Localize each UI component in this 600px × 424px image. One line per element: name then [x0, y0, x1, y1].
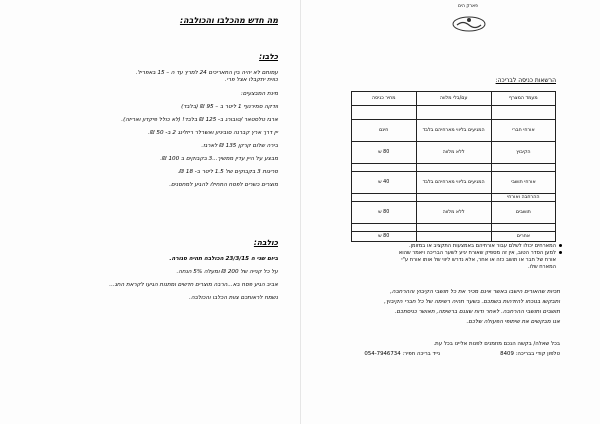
table-row — [352, 224, 556, 232]
table-cell: 80 ש — [352, 232, 417, 242]
kolbo2-line: ביום שני ה 23/3/15 הכולבה תהיה סגורה. — [169, 256, 278, 262]
table-cell: 40 ש — [352, 172, 417, 194]
table-cell: 80 ש — [352, 202, 417, 224]
table-cell — [416, 106, 491, 120]
kolbo-line: ארגז טלסטאר /טובורג ב- 125 ₪ בלבד! (לא כולל פיקדון ואריזה). — [121, 117, 278, 123]
table-row — [352, 142, 556, 164]
table-cell: אחרים — [491, 232, 555, 242]
table-cell — [491, 224, 555, 232]
table-row — [352, 202, 556, 224]
entry-heading: הרשאות כניסה לבריכה: — [495, 77, 556, 84]
kolbo-line: יין דרך ארץ קברנה סוביניון ואשרלר ריזלינג 2 ב- 50 ₪. — [148, 130, 278, 136]
kolbo-line: מינת המבצעים: — [240, 91, 278, 97]
kolbo2-list — [40, 256, 278, 302]
table-cell: המגיעים בליווי מארחיהם בלבד — [416, 172, 491, 194]
table-cell: תושבים — [491, 202, 555, 224]
kolbo-line: סריגות 3 בקבוקים של 1.5 ליטר ב- 18 ₪. — [177, 169, 278, 175]
pool-phone: טלפון קודי בבריכה: 8409 — [500, 351, 560, 357]
bullet-icon — [559, 251, 562, 254]
entry-table — [351, 91, 556, 242]
paragraph-line: תכיות שהאורים הישבו באשר אינם מכיר את כל תושבי הקיבוץ וההרחבה, — [390, 289, 560, 295]
kolbo-line: עמותם לא יהיה בין התאריכים 24 למרץ עד ה – 15 באפריל. — [135, 70, 278, 76]
list-item: אורח של חבר או תושב כזה או אחר, אלא נדרש ליווי של אותו אורח ע"י — [401, 257, 556, 263]
table-header-row — [352, 92, 556, 106]
table-row — [352, 172, 556, 194]
bullet-list — [320, 243, 562, 271]
kolbo2-line: על כל קנייה של 200 ₪ ומעלה 5% הנחה. — [176, 269, 278, 275]
table-cell: 80 ש — [352, 142, 417, 164]
table-header: מחיר כניסה — [352, 92, 417, 106]
table-row — [352, 194, 556, 202]
table-cell: חינם — [352, 120, 417, 142]
table-header: מעמד המצרף — [491, 92, 555, 106]
kolbo-list — [40, 70, 278, 189]
left-title: מה חדש מהכלבו והכולבה: — [179, 16, 278, 25]
list-item: המארחים יכולו לשלם עבור אורחיהם באמצעות התקציב או במזומן. — [320, 243, 562, 250]
table-cell — [416, 232, 491, 242]
table-cell: המגיעים בליווי מארחיהם בלבד — [416, 120, 491, 142]
table-header: עם/בלי מלווה — [416, 92, 491, 106]
table-cell: הקיבוץ — [491, 142, 555, 164]
paragraph-line: תושבים ותושבי ההרחבה. לאחר ודוח שצנם ברשימה, תאושר כניסתכם. — [394, 309, 560, 315]
kolbo-line: מוצרים כשרים לפסח התחילו להגיע למחסנים. — [169, 182, 278, 188]
kolbo-line: מבצע על היין עדין ממשיך...3 בקבוקים ב 100 ₪. — [160, 156, 278, 162]
table-cell: ההרחבה ואורחי — [491, 194, 555, 202]
logo-wave-icon — [449, 13, 489, 35]
table-row — [352, 164, 556, 172]
table-cell — [416, 164, 491, 172]
info-paragraph — [320, 289, 560, 326]
table-cell — [416, 224, 491, 232]
table-cell — [491, 164, 555, 172]
logo-text: פארק הים — [458, 4, 478, 9]
table-cell — [352, 194, 417, 202]
table-row — [352, 120, 556, 142]
bullet-icon — [559, 244, 562, 247]
kolbo2-line: אביב הגיע פסח בא...הרבה מוצרים חדשים ומתנות הגיעו לקראת החג... — [109, 282, 278, 288]
table-cell — [352, 106, 417, 120]
list-item: המארח שלו. — [527, 264, 556, 270]
table-cell: אורחי חברי — [491, 120, 555, 142]
table-cell — [416, 194, 491, 202]
kolbo-heading: כלבו: — [259, 52, 278, 61]
table-cell — [491, 106, 555, 120]
paragraph-line: אנו מבקשים את שיתופי הפעולה שלכם. — [466, 319, 560, 325]
pool-mobile: נייד בריכה חפיר: 054-7946734 — [364, 351, 440, 357]
table-row — [352, 106, 556, 120]
table-cell: אורחי תושבי — [491, 172, 555, 194]
kolbo-line: כווית יתקבלו אצל פרי. — [224, 77, 278, 83]
contact-line: בכל שאלה/ בקשה הנכם מוזמנים לפנות אליינו בכל עת. — [433, 341, 560, 347]
kolbo-line: בירה שלום קרקן 135 ₪ לארגז. — [201, 143, 278, 149]
table-cell: ללא מלווה — [416, 202, 491, 224]
kolbo-line: וודקה סמירנוף 1 ליטר ב – 95 ₪ (בלבד) — [181, 104, 278, 110]
park-logo — [449, 13, 489, 35]
kolbo2-heading: כולבה: — [253, 238, 278, 247]
paragraph-line: ותבקשו בנוכחו להזדהות בשמכם. בשער תהיה רשימה של כל חברי הקיבוץ, — [384, 299, 560, 305]
table-row — [352, 232, 556, 242]
table-cell — [352, 164, 417, 172]
table-cell: ללא מלווה — [416, 142, 491, 164]
kolbo2-line: נשמח לראותכם צוות הכלבו והכולבה. — [189, 295, 278, 301]
list-item: למען הסדר הטוב, אין זה מספיק שאורח יגיע לשער הבריכה ויאמר שהוא — [320, 250, 562, 257]
table-cell — [352, 224, 417, 232]
page-fold — [300, 0, 301, 424]
